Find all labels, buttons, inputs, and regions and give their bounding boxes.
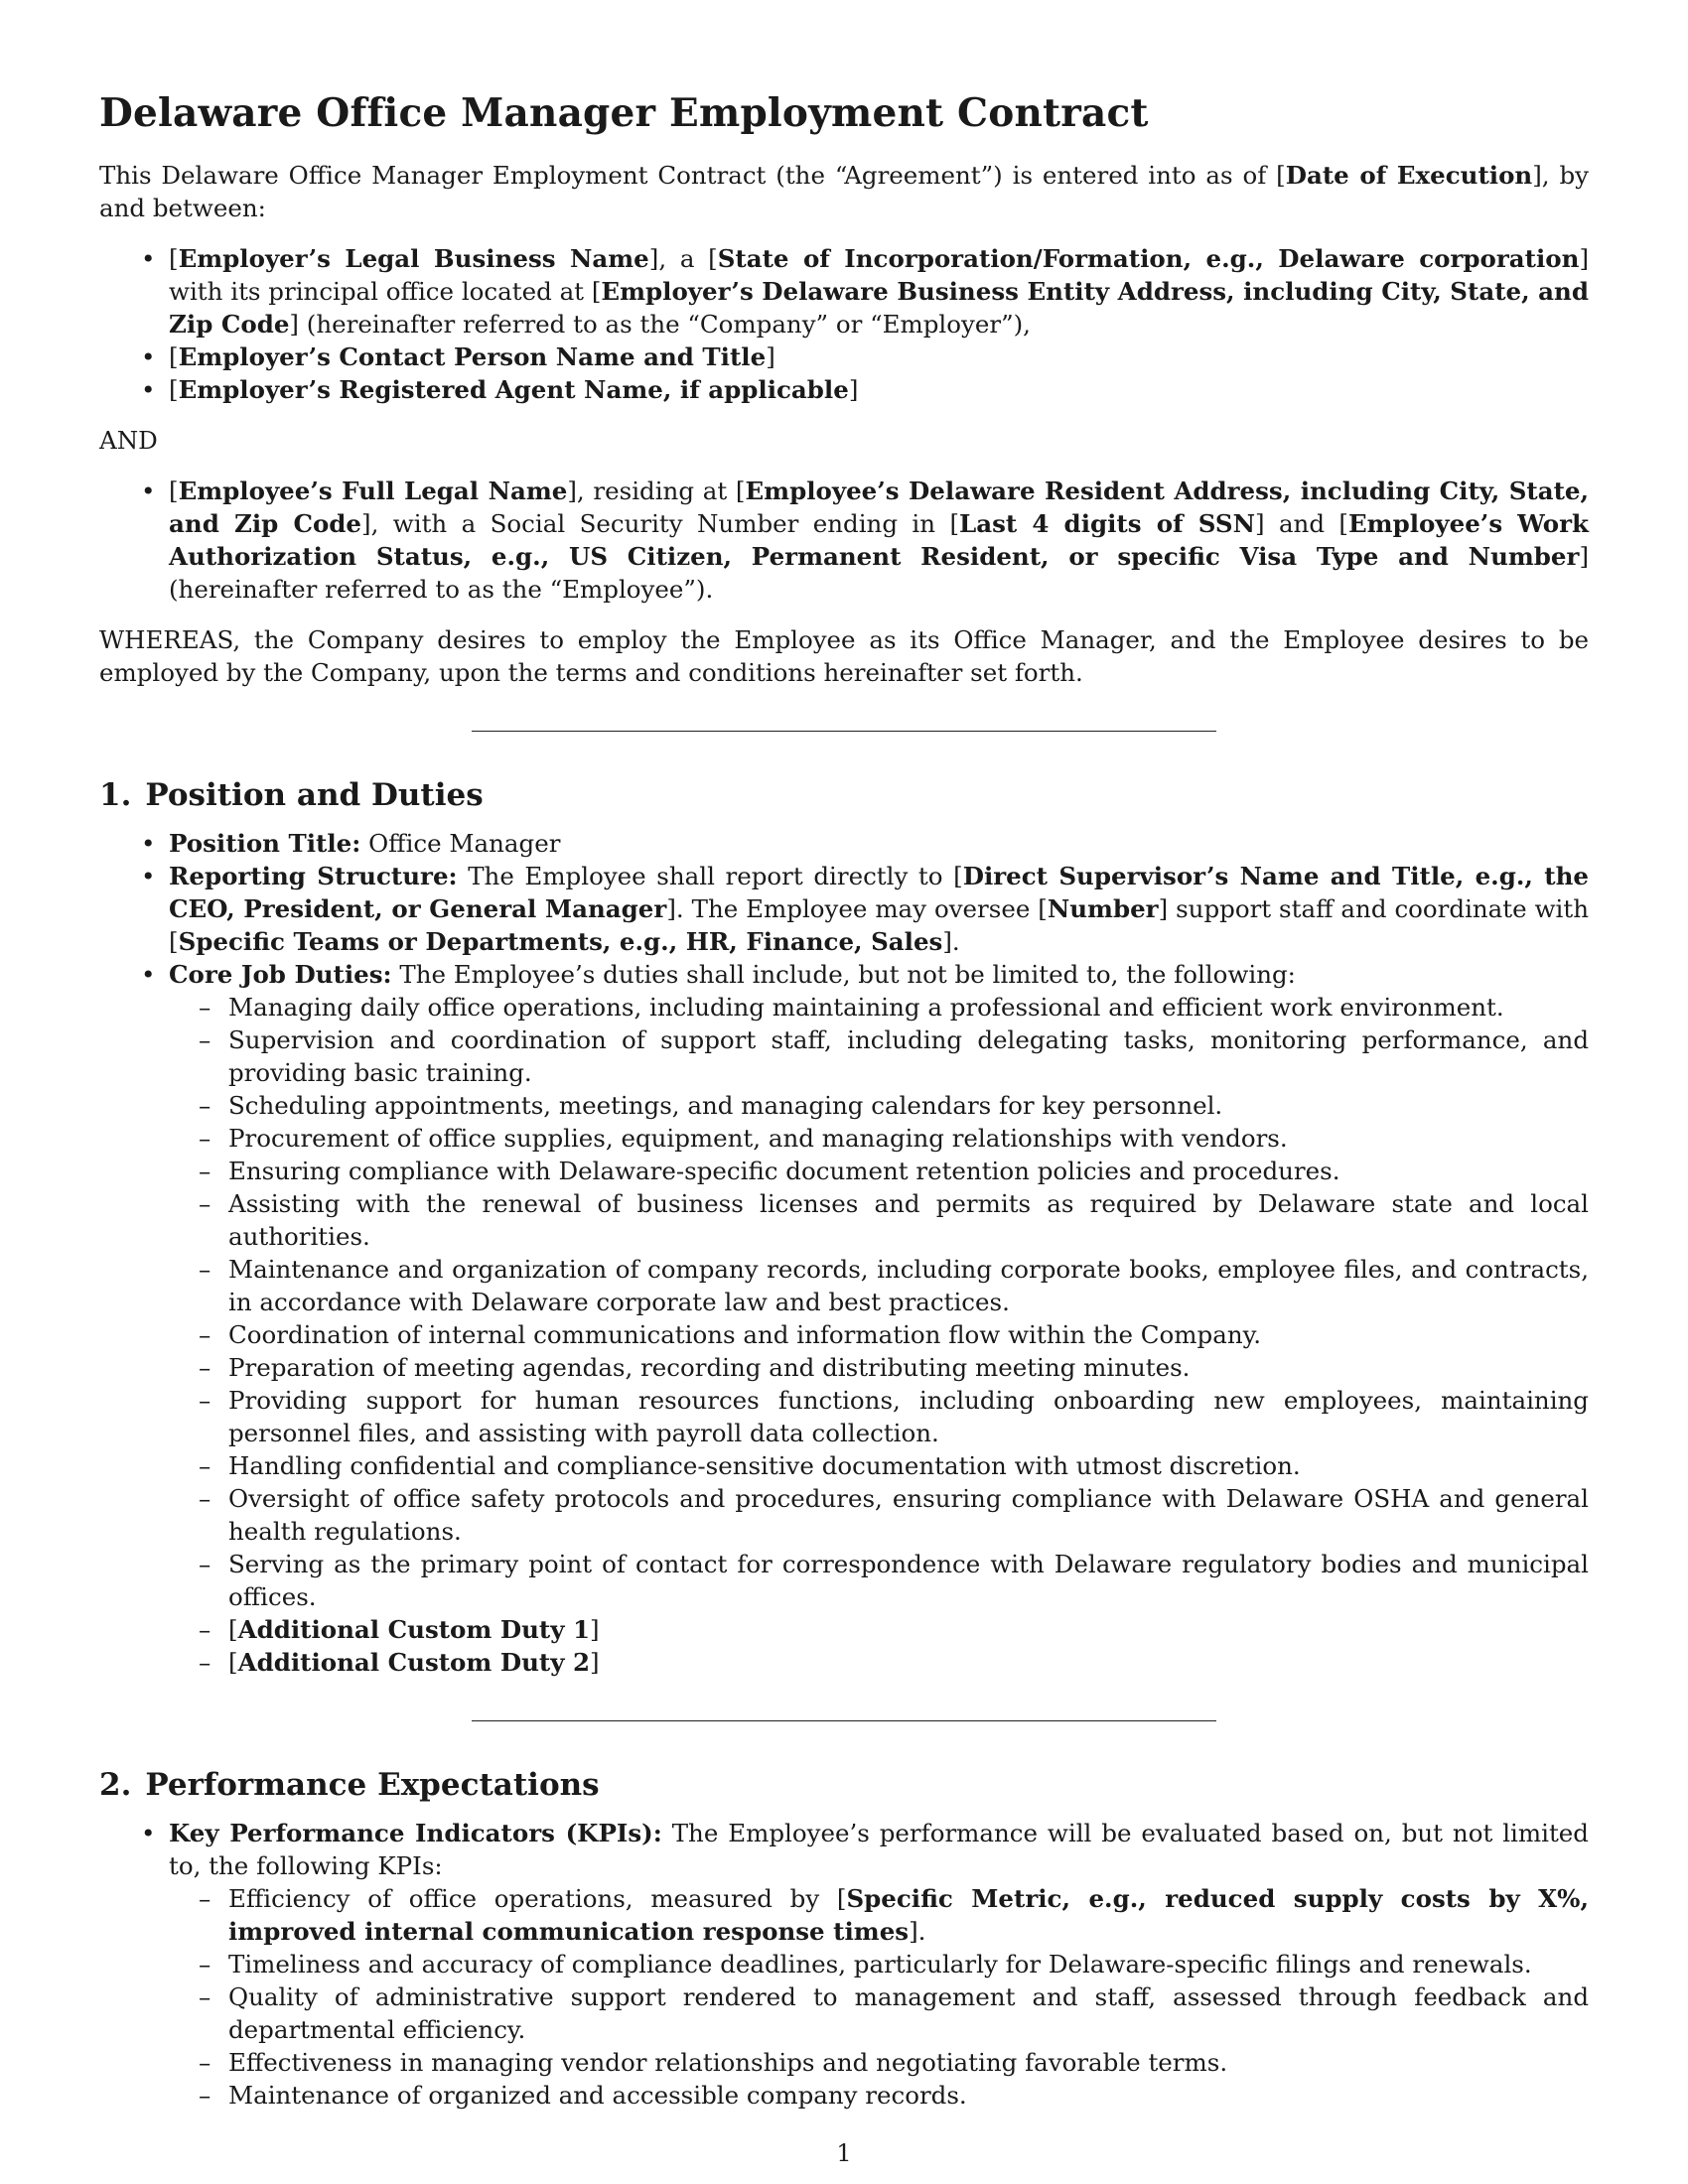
placeholder-registered-agent: Employer’s Registered Agent Name, if applicable [178, 375, 849, 404]
duty-item: – Supervision and coordination of support staff, including delegating tasks, monitoring performance, and providing basic training. [228, 1024, 1589, 1089]
performance-list [99, 1817, 1589, 2112]
placeholder-teams: Specific Teams or Departments, e.g., HR, Finance, Sales [178, 927, 943, 956]
duty-item: – Maintenance and organization of company records, including corporate books, employee files, and contracts, in accordance with Delaware corporate law and best practices. [228, 1253, 1589, 1318]
list-item: • Core Job Duties: The Employee’s duties shall include, but not be limited to, the following: – Managing daily office operations, including maintaining a professional and efficient work environment. – Supervision and coordination of support staff, including delegating tasks, monitoring performance, and providing basic training. – Scheduling appointments, meetings, and managing calendars for key personnel. – Procurement of office supplies, equipment, and managing relationships with vendors. – Ensuring compliance with Delaware-specific document retention policies and procedures. – Assisting with the renewal of business licenses and permits as required by Delaware state and local authorities. – Maintenance and organization of company records, including corporate books, employee files, and contracts, in accordance with Delaware corporate law and best practices. – Coordination of internal communications and information flow within the Company. – Preparation of meeting agendas, recording and distributing meeting minutes. – Providing support for human resources functions, including onboarding new employees, maintaining personnel files, and assisting with payroll data collection. – Handling confidential and compliance-sensitive documentation with utmost discretion. – Oversight of office safety protocols and procedures, ensuring compliance with Delaware OSHA and general health regulations. – Serving as the primary point of contact for correspondence with Delaware regulatory bodies and municipal offices. – [Additional Custom Duty 1] – [Additional Custom Duty 2] [169, 958, 1589, 1679]
duty-item: – Handling confidential and compliance-sensitive documentation with utmost discretion. [228, 1449, 1589, 1482]
placeholder-specific-metric: Specific Metric, e.g., reduced supply costs by X%, improved internal communication response times [228, 1884, 1589, 1946]
list-item: • Key Performance Indicators (KPIs): The Employee’s performance will be evaluated based on, but not limited to, the following KPIs: – Efficiency of office operations, measured by [Specific Metric, e.g., reduced supply costs by X%, improved internal communication response times]. – Timeliness and accuracy of compliance deadlines, particularly for Delaware-specific filings and renewals. – Quality of administrative support rendered to management and staff, assessed through feedback and departmental efficiency. – Effectiveness in managing vendor relationships and negotiating favorable terms. – Maintenance of organized and accessible company records. [169, 1817, 1589, 2112]
intro-paragraph: This Delaware Office Manager Employment Contract (the “Agreement”) is entered into as of [Date of Execution], by and between: [99, 161, 1589, 222]
placeholder-employer-address: Employer’s Delaware Business Entity Address, including City, State, and Zip Code [169, 277, 1589, 339]
duty-item: – [Additional Custom Duty 2] [228, 1646, 1589, 1679]
placeholder-employee-name: Employee’s Full Legal Name [178, 477, 568, 505]
horizontal-rule [472, 1720, 1216, 1721]
placeholder-employee-address: Employee’s Delaware Resident Address, including City, State, and Zip Code [169, 477, 1590, 538]
placeholder-employer-name: Employer’s Legal Business Name [178, 244, 649, 273]
horizontal-rule [472, 731, 1216, 732]
duties-sublist [169, 991, 1589, 1679]
contract-page [99, 89, 1589, 2129]
placeholder-work-authorization: Employee’s Work Authorization Status, e.g., US Citizen, Permanent Resident, or specific Visa Type and Number [169, 509, 1590, 571]
placeholder-supervisor: Direct Supervisor’s Name and Title, e.g., the CEO, President, or General Manager [169, 862, 1589, 923]
placeholder-custom-duty-2: Additional Custom Duty 2 [237, 1648, 591, 1677]
duty-item: – Ensuring compliance with Delaware-specific document retention policies and procedures. [228, 1155, 1589, 1187]
document-title: Delaware Office Manager Employment Contract [99, 90, 1149, 136]
placeholder-state-of-incorporation: State of Incorporation/Formation, e.g., Delaware corporation [717, 244, 1580, 273]
section-heading-position-duties: 1. Position and Duties [99, 777, 484, 813]
duty-item: – Coordination of internal communications and information flow within the Company. [228, 1318, 1589, 1351]
duty-item: – Preparation of meeting agendas, recording and distributing meeting minutes. [228, 1351, 1589, 1384]
duty-item: – Oversight of office safety protocols and procedures, ensuring compliance with Delaware OSHA and general health regulations. [228, 1482, 1589, 1548]
kpi-item: – Timeliness and accuracy of compliance deadlines, particularly for Delaware-specific filings and renewals. [228, 1948, 1589, 1980]
list-item: • [Employer’s Contact Person Name and Title] [169, 341, 1589, 373]
list-item: • Position Title: Office Manager [169, 827, 1589, 860]
whereas-paragraph: WHEREAS, the Company desires to employ the Employee as its Office Manager, and the Employee desires to be employed by the Company, upon the terms and conditions hereinafter set forth. [99, 625, 1589, 687]
kpi-item: – Maintenance of organized and accessible company records. [228, 2079, 1589, 2112]
duty-item: – Procurement of office supplies, equipment, and managing relationships with vendors. [228, 1122, 1589, 1155]
page-number: 1 [836, 2139, 852, 2167]
section-heading-performance: 2. Performance Expectations [99, 1767, 600, 1803]
duty-item: – Assisting with the renewal of business licenses and permits as required by Delaware state and local authorities. [228, 1187, 1589, 1253]
duty-item: – Serving as the primary point of contact for correspondence with Delaware regulatory bodies and municipal offices. [228, 1548, 1589, 1613]
list-item: • [Employee’s Full Legal Name], residing at [Employee’s Delaware Resident Address, including City, State, and Zip Code], with a Social Security Number ending in [Last 4 digits of SSN] and [Employee’s Work Authorization Status, e.g., US Citizen, Permanent Resident, or specific Visa Type and Number] (hereinafter referred to as the “Employee”). [169, 475, 1589, 606]
duty-item: – Managing daily office operations, including maintaining a professional and efficient work environment. [228, 991, 1589, 1024]
placeholder-custom-duty-1: Additional Custom Duty 1 [237, 1615, 591, 1644]
kpi-item: – Quality of administrative support rendered to management and staff, assessed through feedback and departmental efficiency. [228, 1980, 1589, 2046]
position-duties-list [99, 827, 1589, 1679]
kpi-sublist [169, 1882, 1589, 2112]
placeholder-contact-person: Employer’s Contact Person Name and Title [178, 342, 767, 371]
kpi-item: – Effectiveness in managing vendor relationships and negotiating favorable terms. [228, 2046, 1589, 2079]
placeholder-number: Number [1047, 894, 1159, 923]
duty-item: – [Additional Custom Duty 1] [228, 1613, 1589, 1646]
placeholder-date-of-execution: Date of Execution [1285, 161, 1533, 190]
list-item: • Reporting Structure: The Employee shall report directly to [Direct Supervisor’s Name and Title, e.g., the CEO, President, or General Manager]. The Employee may oversee [Number] support staff and coordinate with [Specific Teams or Departments, e.g., HR, Finance, Sales]. [169, 860, 1589, 958]
duty-item: – Scheduling appointments, meetings, and managing calendars for key personnel. [228, 1089, 1589, 1122]
list-item: • [Employer’s Legal Business Name], a [State of Incorporation/Formation, e.g., Delaware corporation] with its principal office located at [Employer’s Delaware Business Entity Address, including City, State, and Zip Code] (hereinafter referred to as the “Company” or “Employer”), [169, 242, 1589, 341]
placeholder-ssn: Last 4 digits of SSN [959, 509, 1255, 538]
employee-party-list [99, 475, 1589, 606]
employer-parties-list [99, 242, 1589, 406]
duty-item: – Providing support for human resources functions, including onboarding new employees, maintaining personnel files, and assisting with payroll data collection. [228, 1384, 1589, 1449]
list-item: • [Employer’s Registered Agent Name, if applicable] [169, 373, 1589, 406]
kpi-item: – Efficiency of office operations, measured by [Specific Metric, e.g., reduced supply costs by X%, improved internal communication response times]. [228, 1882, 1589, 1948]
and-separator: AND [99, 426, 158, 455]
